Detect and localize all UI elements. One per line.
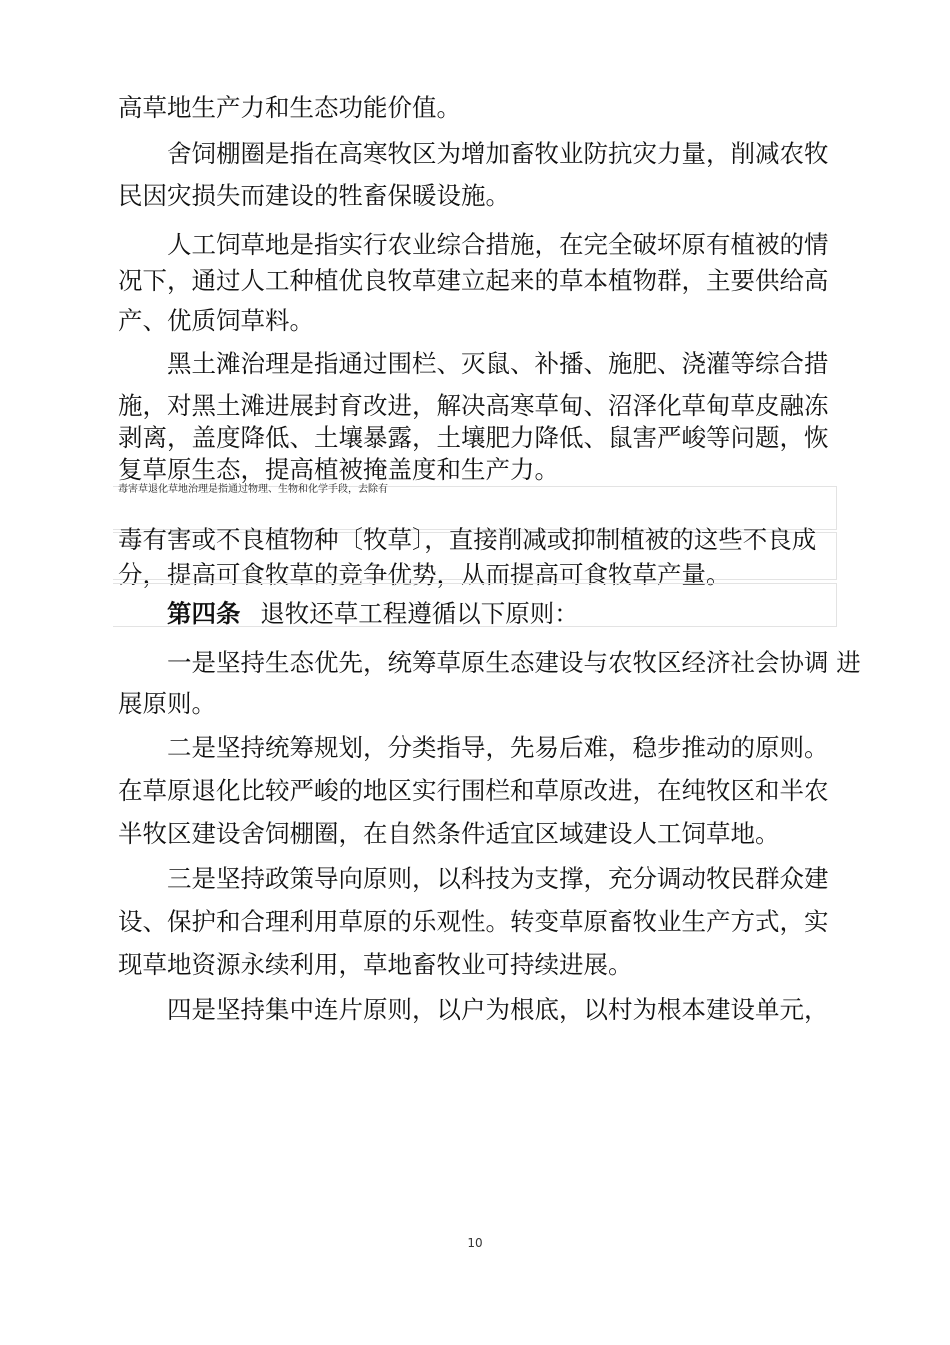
article-title: 退牧还草工程遵循以下原则： <box>260 599 579 628</box>
text-line: 人工饲草地是指实行农业综合措施，在完全破坏原有植被的情 <box>167 230 829 259</box>
text-line: 在草原退化比较严峻的地区实行围栏和草原改进，在纯牧区和半农 <box>118 776 829 805</box>
page-number: 10 <box>467 1236 483 1250</box>
overflow-text-line: 毒害草退化草地治理是指通过物理、生物和化学手段，去除有 <box>118 484 388 495</box>
article-heading <box>167 599 579 629</box>
text-line: 产、优质饲草料。 <box>118 306 314 335</box>
text-line: 分，提高可食牧草的竞争优势，从而提高可食牧草产量。 <box>118 560 731 589</box>
text-line: 高草地生产力和生态功能价值。 <box>118 93 461 122</box>
text-line: 一是坚持生态优先，统筹草原生态建设与农牧区经济社会协调 进 <box>167 648 861 677</box>
text-line: 展原则。 <box>118 689 216 718</box>
text-line: 四是坚持集中连片原则，以户为根底，以村为根本建设单元， <box>167 995 829 1024</box>
text-line: 半牧区建设舍饲棚圈，在自然条件适宜区域建设人工饲草地。 <box>118 819 780 848</box>
text-line: 况下，通过人工种植优良牧草建立起来的草本植物群，主要供给高 <box>118 266 829 295</box>
text-line: 毒有害或不良植物种〔牧草〕，直接削减或抑制植被的这些不良成 <box>118 525 817 554</box>
text-line: 民因灾损失而建设的牲畜保暖设施。 <box>118 181 510 210</box>
text-line: 施，对黑土滩进展封育改进，解决高寒草甸、沼泽化草甸草皮融冻 <box>118 391 829 420</box>
text-line: 设、保护和合理利用草原的乐观性。转变草原畜牧业生产方式，实 <box>118 907 829 936</box>
text-line: 复草原生态，提高植被掩盖度和生产力。 <box>118 455 559 484</box>
text-line: 二是坚持统筹规划，分类指导，先易后难，稳步推动的原则。 <box>167 733 829 762</box>
text-line: 舍饲棚圈是指在高寒牧区为增加畜牧业防抗灾力量，削减农牧 <box>167 139 829 168</box>
text-line: 剥离，盖度降低、土壤暴露，土壤肥力降低、鼠害严峻等问题，恢 <box>118 423 829 452</box>
text-line: 三是坚持政策导向原则，以科技为支撑，充分调动牧民群众建 <box>167 864 829 893</box>
text-line: 现草地资源永续利用，草地畜牧业可持续进展。 <box>118 950 633 979</box>
article-number: 第四条 <box>167 599 241 628</box>
text-line: 黑土滩治理是指通过围栏、灭鼠、补播、施肥、浇灌等综合措 <box>167 349 829 378</box>
